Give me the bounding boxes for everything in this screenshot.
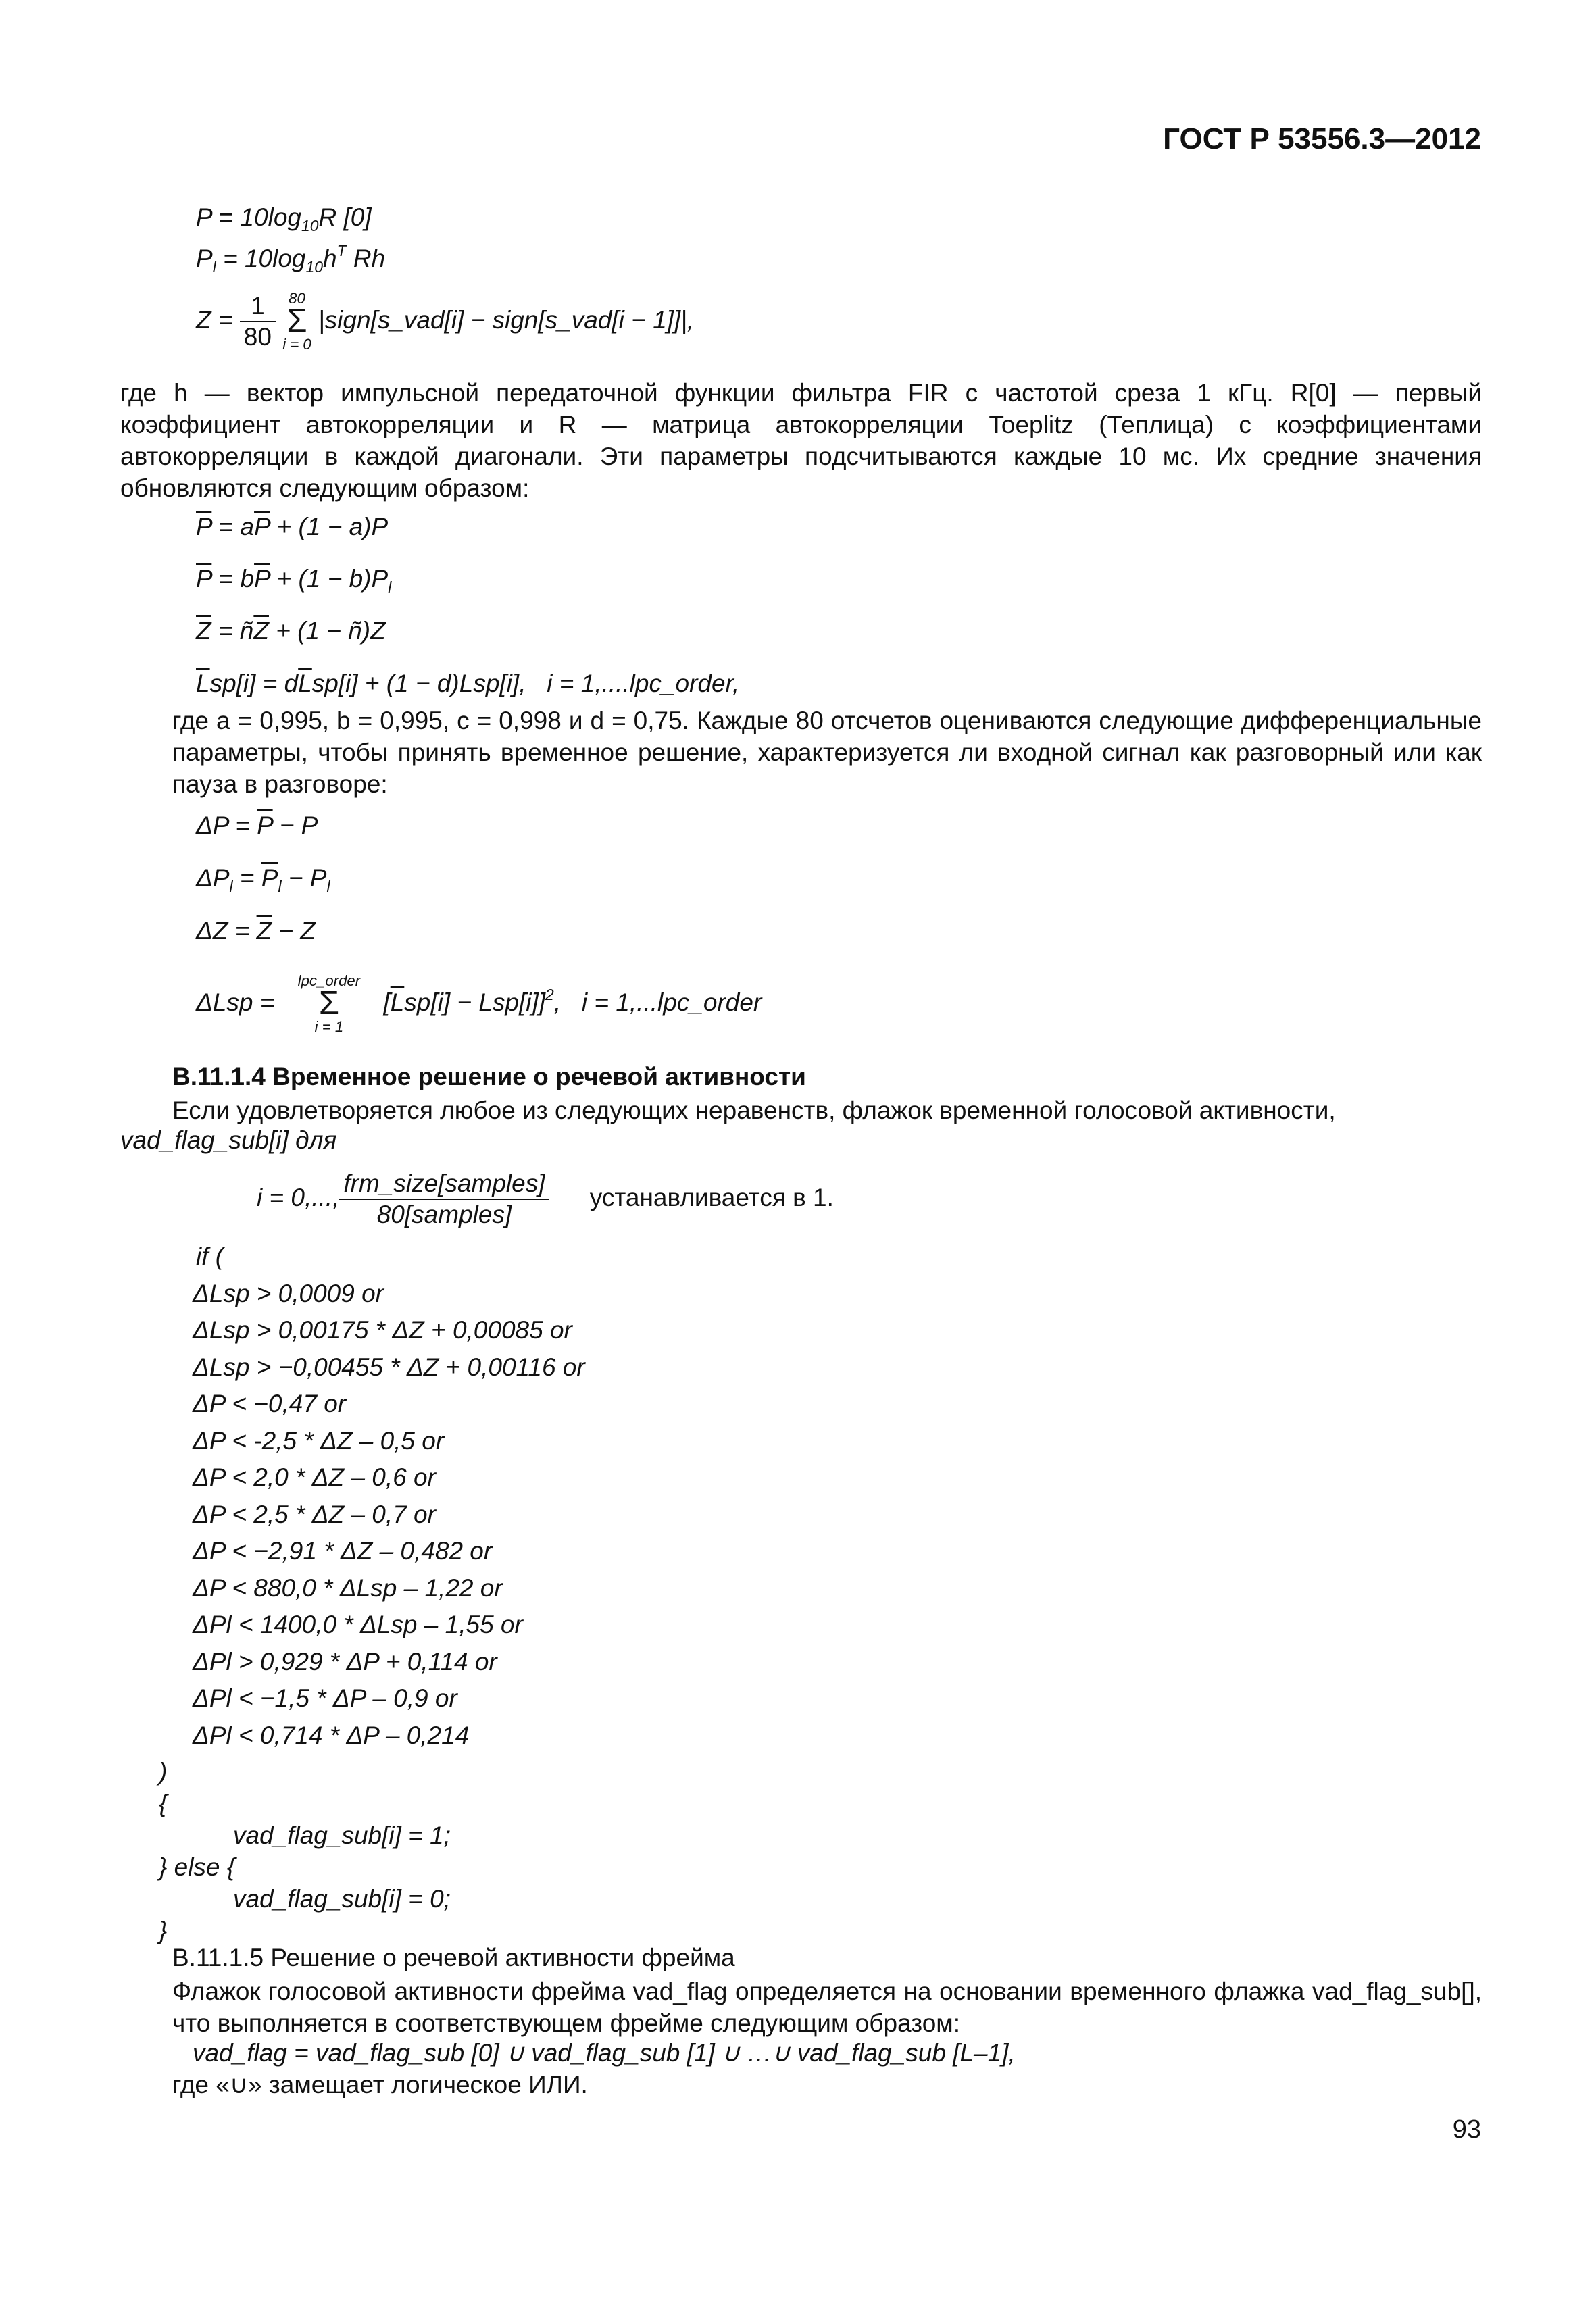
formula-avg-z: $\overline{Z}$ = $ñ\overline{Z} + (1$ − ñ)Z [196,617,386,645]
formula-p: $P = 10\log_{10}R$ [0] [196,203,372,235]
code-line: ΔLsp > 0,0009 or [193,1279,384,1307]
formula-vad-flag: vad_flag = vad_flag_sub [0] ∪ vad_flag_sub [1] ∪ …∪ vad_flag_sub [L–1], [193,2039,1016,2067]
paragraph-condition-tail: vad_flag_sub[i] для [120,1126,337,1154]
frac-numerator: frm_size[samples] [339,1169,549,1200]
section-b1115-heading: В.11.1.5 Решение о речевой активности фрейма [172,1944,735,1971]
formula-delta-p: $\Delta P = \overline{P} - P$ [196,811,318,839]
frac-note: устанавливается в 1. [589,1184,834,1212]
code-line: ΔLsp > 0,00175 * ΔZ + 0,00085 or [193,1316,572,1344]
formula-z: Z = $\frac{1}{80}$ 80 Σ i = 0 |sign[s_vad[i] − sign[s_vad[i − 1]]|, [196,290,695,353]
code-line: } [159,1917,168,1944]
page-number: 93 [1452,2115,1481,2144]
code-line: ΔP < 2,5 * ΔZ – 0,7 or [193,1500,436,1528]
paragraph-frame-flag: Флажок голосовой активности фрейма vad_flag определяется на основании временного флажка vad_flag_sub[], что выполняется в соответствующем фрейме следующим образом: [172,1978,1482,2037]
code-line: ΔPl < 1400,0 * ΔLsp – 1,55 or [193,1611,523,1638]
formula-frame-range: i = 0,..., $\frac{\text{frm\_size[samples]}}{\text{80[samples]}}$ устанавливается в 1. [257,1169,834,1230]
paragraph-condition: Если удовлетворяется любое из следующих неравенств, флажок временной голосовой активности, [172,1097,1336,1124]
code-line: ΔP < -2,5 * ΔZ – 0,5 or [193,1426,445,1455]
code-line: ΔP < −2,91 * ΔZ – 0,482 or [193,1537,493,1565]
section-b1114-heading: В.11.1.4 Временное решение о речевой активности [172,1063,806,1090]
formula-delta-pl: $\Delta P_l = \overline{P}_l - P_l$ [196,864,330,896]
formula-avg-pl: $\overline{P} = b\overline{P} + (1 - b)P_l$ [196,565,392,597]
frac-denominator: 80[samples] [376,1201,512,1229]
formula-delta-z: $\Delta Z = \overline{Z} - Z$ [196,917,316,945]
code-line: ΔPl > 0,929 * ΔP + 0,114 or [193,1647,497,1676]
document-header: ГОСТ Р 53556.3—2012 [1163,122,1481,155]
code-line: ΔP < 880,0 * ΔLsp – 1,22 or [193,1574,503,1602]
code-line: if ( [196,1242,224,1270]
paragraph-coefficients: где a = 0,995, b = 0,995, c = 0,998 и d = 0,75. Каждые 80 отсчетов оцениваются следующие дифференциальные параметры, чтобы принять временное решение, характеризуется ли входной сигнал как разговорный или как пауза в разговоре: [172,707,1482,798]
formula-avg-lsp: $\overline{L}sp[i] = d\overline{L}sp[i] + (1 - d)Lsp[i]$, i = 1,....lpc_order, [196,670,740,697]
code-line: ΔPl < −1,5 * ΔP – 0,9 or [193,1684,457,1712]
union-note: где «∪» замещает логическое ИЛИ. [172,2071,588,2098]
code-line: vad_flag_sub[i] = 0; [233,1885,451,1913]
formula-delta-lsp: ΔLsp = lpc_order Σ i = 1 $[\overline{L}sp[i] - Lsp[i]]^2$, i = 1,...lpc_order [196,972,762,1036]
code-line: ΔLsp > −0,00455 * ΔZ + 0,00116 or [193,1353,585,1381]
code-line: ΔP < 2,0 * ΔZ – 0,6 or [193,1463,436,1491]
code-line: ΔP < −0,47 or [193,1390,347,1417]
formula-pl: $P_l = 10\log_{10}h^T$ Rh [196,242,386,276]
paragraph-definitions: где h — вектор импульсной передаточной функции фильтра FIR с частотой среза 1 кГц. R[0] — первый коэффициент автокорреляции и R — матрица автокорреляции Toeplitz (Теплица) с коэффициентами автокорреляции в каждой диагонали. Эти параметры подсчитываются каждые 10 мс. Их средние значения обновляются следующим образом: [120,379,1482,502]
code-line: { [159,1790,168,1817]
code-line: } else { [159,1853,236,1881]
code-line: vad_flag_sub[i] = 1; [233,1821,451,1849]
code-line: ) [159,1758,168,1786]
formula-avg-p: $\overline{P} = a\overline{P} + (1 - a)P$ [196,513,389,540]
code-line: ΔPl < 0,714 * ΔP – 0,214 [193,1721,470,1749]
